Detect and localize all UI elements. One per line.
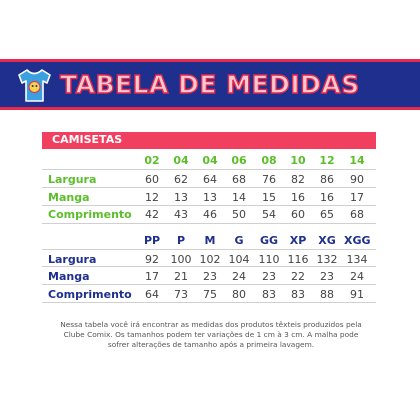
row-divider: [42, 187, 376, 188]
table-cell: 134: [346, 253, 368, 266]
size-header: PP: [143, 234, 161, 247]
table-cell: 23: [203, 270, 217, 283]
table-cell: 23: [320, 270, 334, 283]
table-cell: 91: [350, 288, 364, 301]
table-cell: 50: [232, 208, 246, 221]
table-cell: 65: [320, 208, 334, 221]
size-header: M: [204, 234, 216, 247]
table-cell: 17: [350, 191, 364, 204]
row-label: Manga: [48, 270, 90, 283]
table-cell: 76: [262, 173, 276, 186]
table-cell: 132: [316, 253, 338, 266]
size-header: 04: [173, 154, 189, 167]
row-divider: [42, 249, 376, 250]
size-header: XP: [289, 234, 307, 247]
page-title: TABELA DE MEDIDAS: [60, 70, 360, 99]
table-cell: 68: [350, 208, 364, 221]
size-header: 06: [231, 154, 247, 167]
tshirt-icon: [14, 65, 54, 105]
section-header: [42, 132, 376, 149]
size-header: 08: [261, 154, 277, 167]
table-cell: 83: [262, 288, 276, 301]
table-cell: 43: [174, 208, 188, 221]
size-header: P: [176, 234, 186, 247]
row-divider: [42, 284, 376, 285]
table-cell: 46: [203, 208, 217, 221]
table-cell: 22: [291, 270, 305, 283]
table-cell: 17: [145, 270, 159, 283]
title-banner: [0, 59, 420, 110]
table-cell: 80: [232, 288, 246, 301]
row-label: Comprimento: [48, 208, 132, 221]
table-cell: 90: [350, 173, 364, 186]
table-cell: 12: [145, 191, 159, 204]
row-label: Largura: [48, 173, 97, 186]
row-divider: [42, 223, 376, 224]
table-cell: 64: [145, 288, 159, 301]
table-cell: 15: [262, 191, 276, 204]
table-cell: 102: [199, 253, 221, 266]
table-cell: 83: [291, 288, 305, 301]
table-cell: 13: [203, 191, 217, 204]
table-cell: 64: [203, 173, 217, 186]
table-cell: 100: [170, 253, 192, 266]
table-cell: 21: [174, 270, 188, 283]
table-cell: 88: [320, 288, 334, 301]
table-cell: 110: [258, 253, 280, 266]
table-cell: 62: [174, 173, 188, 186]
size-header: 04: [202, 154, 218, 167]
size-header: 14: [349, 154, 365, 167]
table-cell: 16: [320, 191, 334, 204]
table-cell: 16: [291, 191, 305, 204]
size-header: GG: [259, 234, 279, 247]
size-disclaimer: Nessa tabela você irá encontrar as medidas dos produtos têxteis produzidos pela Clube Comix. Os tamanhos podem ter variações de 1 cm à 3 cm. A malha pode sofrer alterações de tamanho após a primeira lavagem.: [60, 320, 362, 349]
table-cell: 24: [232, 270, 246, 283]
size-header: XGG: [344, 234, 371, 247]
table-cell: 92: [145, 253, 159, 266]
size-header: 10: [290, 154, 306, 167]
table-cell: 60: [291, 208, 305, 221]
table-cell: 23: [262, 270, 276, 283]
table-cell: 73: [174, 288, 188, 301]
table-cell: 75: [203, 288, 217, 301]
row-label: Largura: [48, 253, 97, 266]
table-cell: 13: [174, 191, 188, 204]
table-cell: 14: [232, 191, 246, 204]
table-cell: 104: [228, 253, 250, 266]
table-cell: 68: [232, 173, 246, 186]
row-divider: [42, 266, 376, 267]
row-divider: [42, 205, 376, 206]
table-cell: 54: [262, 208, 276, 221]
size-header: XG: [318, 234, 336, 247]
table-cell: 116: [287, 253, 309, 266]
table-cell: 60: [145, 173, 159, 186]
table-cell: 82: [291, 173, 305, 186]
size-header: 02: [144, 154, 160, 167]
table-cell: 86: [320, 173, 334, 186]
size-header: G: [234, 234, 244, 247]
row-divider: [42, 169, 376, 170]
row-label: Manga: [48, 191, 90, 204]
row-divider: [42, 302, 376, 303]
size-header: 12: [319, 154, 335, 167]
row-label: Comprimento: [48, 288, 132, 301]
table-cell: 42: [145, 208, 159, 221]
section-label: CAMISETAS: [52, 133, 123, 146]
table-cell: 24: [350, 270, 364, 283]
